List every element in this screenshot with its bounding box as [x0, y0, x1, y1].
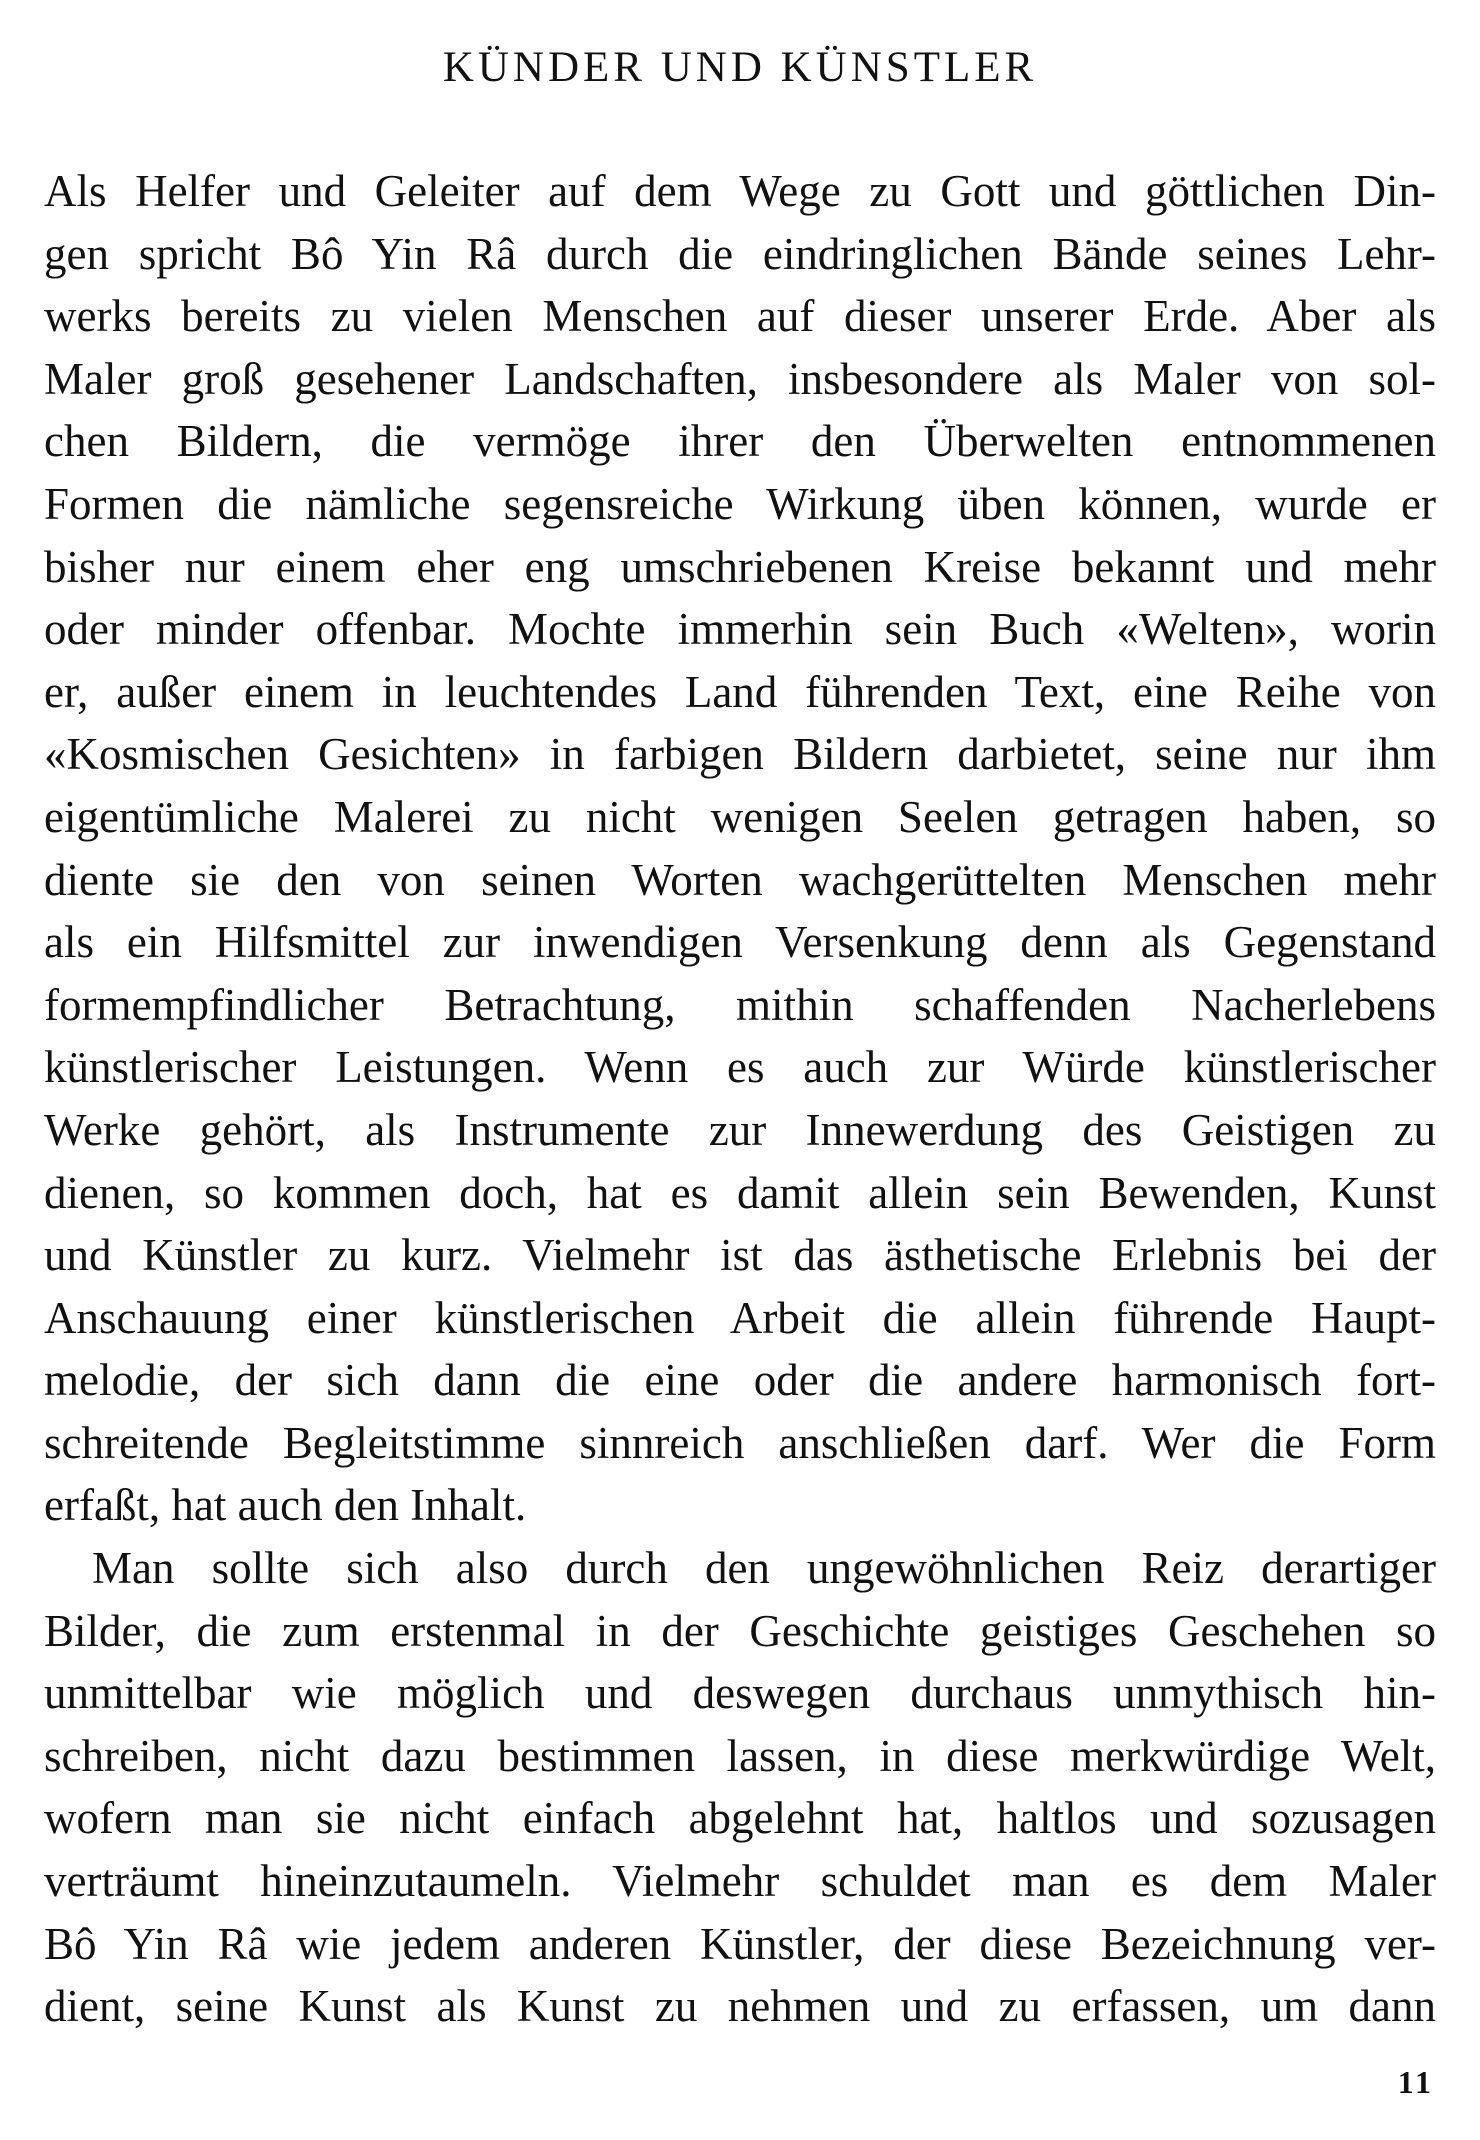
- text-line: Als Helfer und Geleiter auf dem Wege zu Gott und göttlichen Din-: [44, 166, 1436, 216]
- text-line: oder minder offenbar. Mochte immerhin sein Buch «Welten», worin: [44, 604, 1436, 655]
- text-line: unmittelbar wie möglich und deswegen durchaus unmythisch hin-: [44, 1668, 1436, 1719]
- text-line: dienen, so kommen doch, hat es damit allein sein Bewenden, Kunst: [44, 1167, 1436, 1218]
- text-line: erfaßt, hat auch den Inhalt.: [44, 1480, 527, 1531]
- text-line: Werke gehört, als Instrumente zur Innewerdung des Geistigen zu: [44, 1104, 1436, 1155]
- text-line: chen Bildern, die vermöge ihrer den Überwelten entnommenen: [44, 416, 1436, 467]
- text-line: «Kosmischen Gesichten» in farbigen Bildern darbietet, seine nur ihm: [44, 729, 1436, 780]
- text-line: und Künstler zu kurz. Vielmehr ist das ästhetische Erlebnis bei der: [44, 1230, 1436, 1281]
- text-line: schreitende Begleitstimme sinnreich anschließen darf. Wer die Form: [44, 1417, 1436, 1468]
- text-line: eigentümliche Malerei zu nicht wenigen Seelen getragen haben, so: [44, 791, 1436, 842]
- text-line: melodie, der sich dann die eine oder die andere harmonisch fort-: [44, 1355, 1436, 1406]
- text-line: Anschauung einer künstlerischen Arbeit die allein führende Haupt-: [44, 1292, 1436, 1343]
- text-line: künstlerischer Leistungen. Wenn es auch zur Würde künstlerischer: [44, 1042, 1436, 1093]
- text-line: Bilder, die zum erstenmal in der Geschichte geistiges Geschehen so: [44, 1605, 1436, 1656]
- text-line: schreiben, nicht dazu bestimmen lassen, in diese merkwürdige Welt,: [44, 1730, 1436, 1781]
- paragraph-2: [44, 1537, 1436, 2038]
- text-line: wofern man sie nicht einfach abgelehnt hat, haltlos und sozusagen: [44, 1793, 1436, 1844]
- text-line: diente sie den von seinen Worten wachgerüttelten Menschen mehr: [44, 854, 1436, 905]
- paragraph-1: [44, 160, 1436, 1537]
- text-line: Formen die nämliche segensreiche Wirkung üben können, wurde er: [44, 478, 1436, 529]
- text-line: Maler groß gesehener Landschaften, insbesondere als Maler von sol-: [44, 353, 1436, 404]
- text-line: gen spricht Bô Yin Râ durch die eindringlichen Bände seines Lehr-: [44, 228, 1436, 279]
- text-line: Man sollte sich also durch den ungewöhnlichen Reiz derartiger: [92, 1543, 1436, 1594]
- text-line: dient, seine Kunst als Kunst zu nehmen und zu erfassen, um dann: [44, 1981, 1436, 2032]
- text-line: verträumt hineinzutaumeln. Vielmehr schuldet man es dem Maler: [44, 1856, 1436, 1907]
- text-line: bisher nur einem eher eng umschriebenen Kreise bekannt und mehr: [44, 541, 1436, 592]
- text-line: formempfindlicher Betrachtung, mithin schaffenden Nacherlebens: [44, 979, 1436, 1030]
- body-text: [44, 160, 1436, 2038]
- page-number: 11: [1397, 2064, 1434, 2100]
- text-line: Bô Yin Râ wie jedem anderen Künstler, der diese Bezeichnung ver-: [44, 1918, 1436, 1969]
- running-title: KÜNDER UND KÜNSTLER: [442, 44, 1038, 91]
- text-line: er, außer einem in leuchtendes Land führenden Text, eine Reihe von: [44, 666, 1436, 717]
- text-line: als ein Hilfsmittel zur inwendigen Versenkung denn als Gegenstand: [44, 917, 1436, 968]
- text-line: werks bereits zu vielen Menschen auf dieser unserer Erde. Aber als: [44, 291, 1436, 342]
